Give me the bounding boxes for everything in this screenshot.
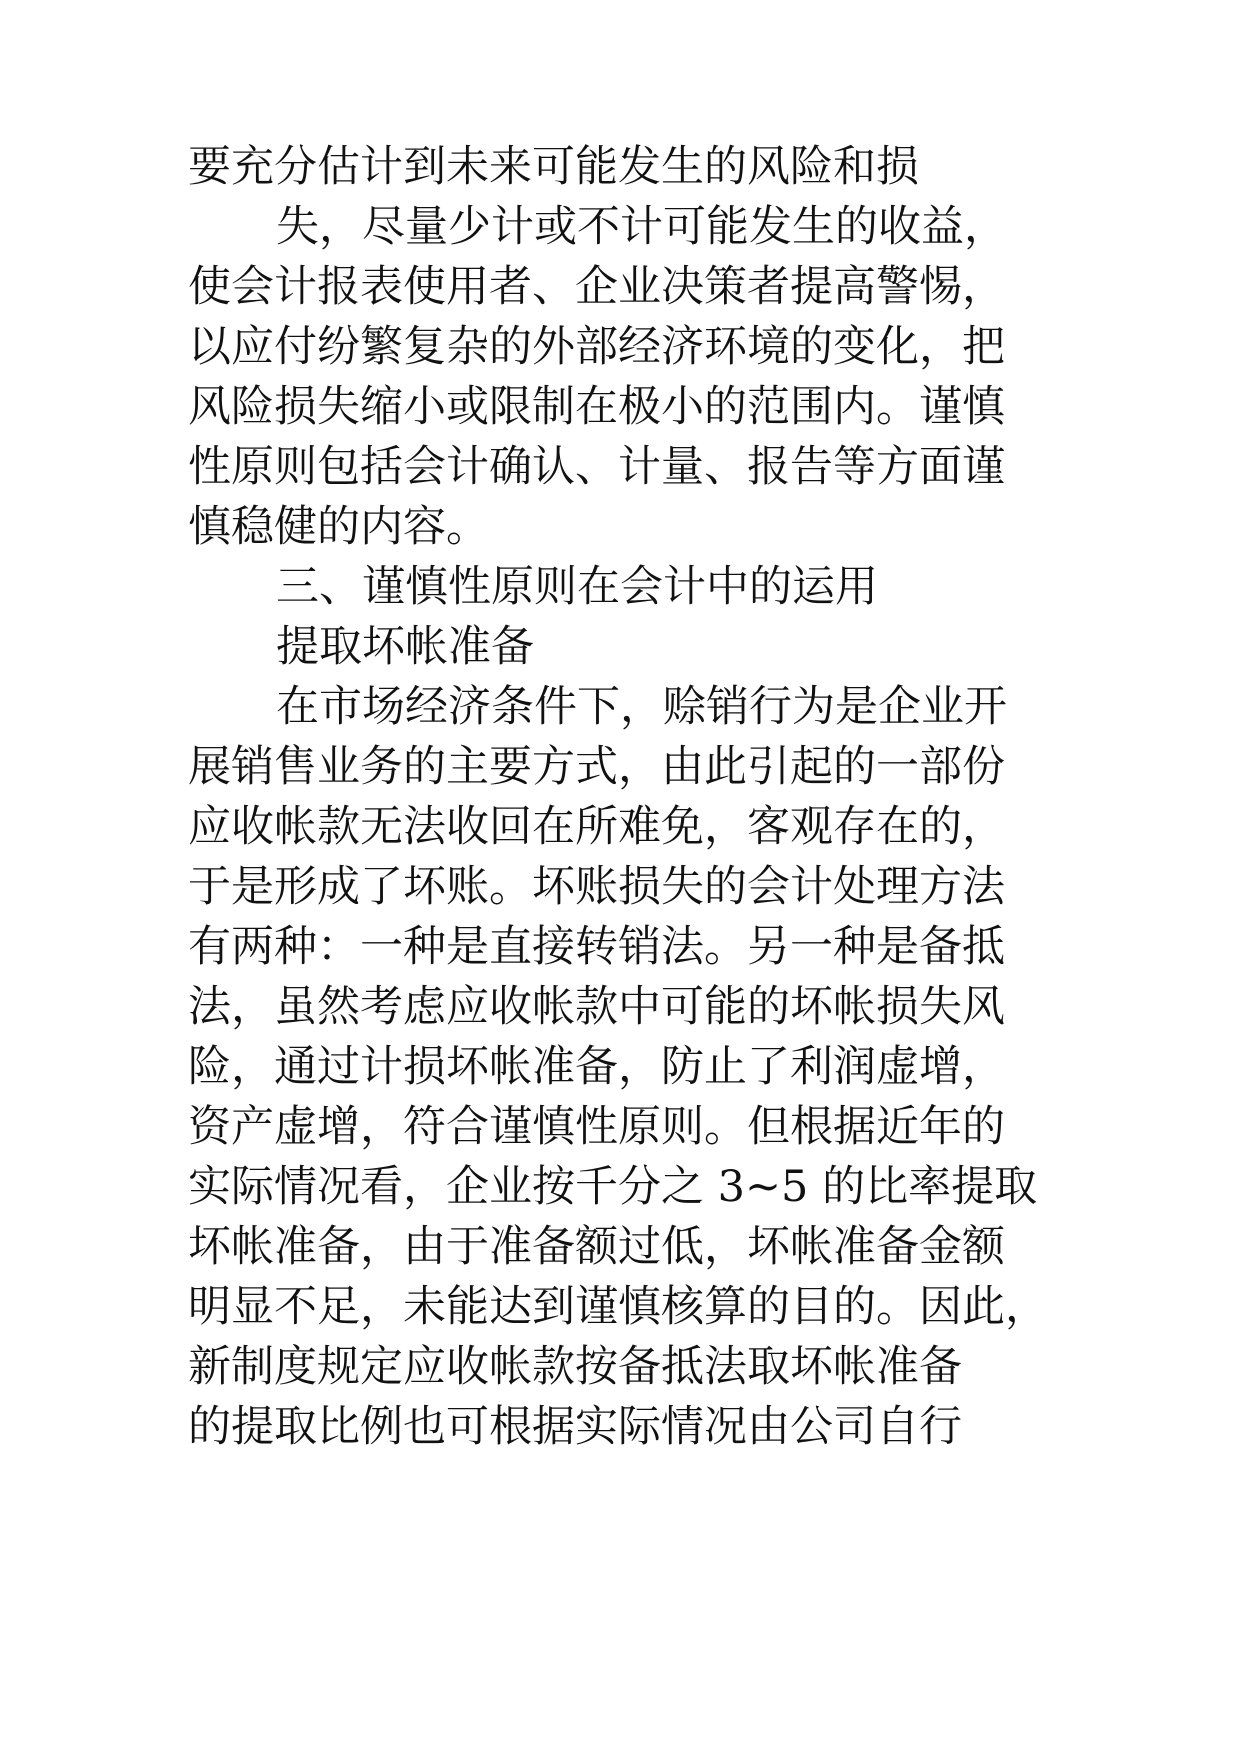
text-line-2: 失，尽量少计或不计可能发生的收益， — [276, 202, 1007, 252]
subsection-heading: 提取坏帐准备 — [276, 622, 534, 672]
text-line-13: 于是形成了坏账。坏账损失的会计处理方法 — [188, 862, 1005, 912]
text-line-5: 风险损失缩小或限制在极小的范围内。谨慎 — [188, 382, 1005, 432]
text-line-6: 性原则包括会计确认、计量、报告等方面谨 — [188, 442, 1005, 492]
text-line-15: 法，虽然考虑应收帐款中可能的坏帐损失风 — [188, 982, 1005, 1032]
text-line-20: 明显不足，未能达到谨慎核算的目的。因此， — [188, 1282, 1048, 1332]
text-line-10: 在市场经济条件下，赊销行为是企业开 — [276, 682, 1007, 732]
text-line-14: 有两种：一种是直接转销法。另一种是备抵 — [188, 922, 1005, 972]
text-line-11: 展销售业务的主要方式，由此引起的一部份 — [188, 742, 1005, 792]
text-line-17: 资产虚增，符合谨慎性原则。但根据近年的 — [188, 1102, 1005, 1152]
text-line-4: 以应付纷繁复杂的外部经济环境的变化，把 — [188, 322, 1005, 372]
text-line-12: 应收帐款无法收回在所难免，客观存在的， — [188, 802, 1005, 852]
text-line-21: 新制度规定应收帐款按备抵法取坏帐准备 — [188, 1342, 962, 1392]
text-line-19: 坏帐准备，由于准备额过低，坏帐准备金额 — [188, 1222, 1005, 1272]
text-line-1: 要充分估计到未来可能发生的风险和损 — [188, 142, 919, 192]
text-line-7: 慎稳健的内容。 — [188, 502, 489, 552]
text-line-3: 使会计报表使用者、企业决策者提高警惕， — [188, 262, 1005, 312]
text-line-16: 险，通过计损坏帐准备，防止了利润虚增， — [188, 1042, 1005, 1092]
text-line-18: 实际情况看，企业按千分之 3~5 的比率提取 — [188, 1162, 1038, 1212]
section-heading: 三、谨慎性原则在会计中的运用 — [276, 562, 878, 612]
text-line-22: 的提取比例也可根据实际情况由公司自行 — [188, 1402, 962, 1452]
